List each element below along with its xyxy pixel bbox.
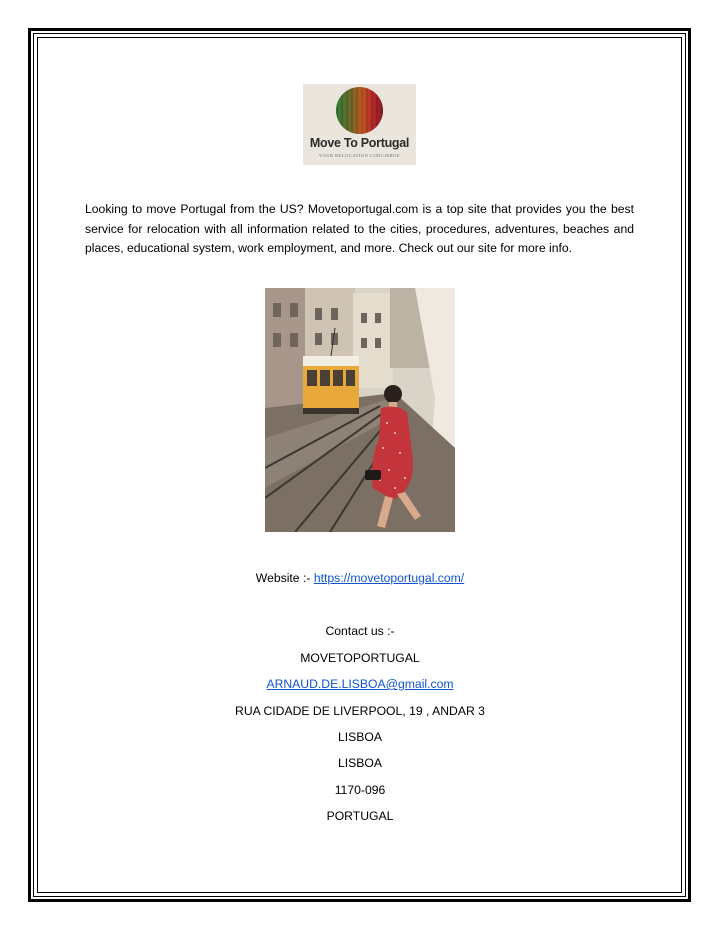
contact-city: LISBOA <box>337 730 383 744</box>
logo-ball-icon <box>336 87 383 134</box>
contact-country: PORTUGAL <box>326 809 394 823</box>
contact-company: MOVETOPORTUGAL <box>300 651 420 665</box>
lisbon-tram-street-photo <box>265 288 455 532</box>
contact-email-link[interactable]: ARNAUD.DE.LISBOA@gmail.com <box>266 677 454 691</box>
intro-paragraph: Looking to move Portugal from the US? Movetoportugal.com is a top site that provides you the best service for relocation with all information related to the cities, procedures, adventures, beaches and places, educational system, work employment, and more. Check out our site for more info. <box>85 202 634 255</box>
website-line <box>0 570 720 586</box>
move-to-portugal-logo <box>303 84 416 165</box>
website-label: Website :- <box>255 571 314 585</box>
website-link[interactable]: https://movetoportugal.com/ <box>313 571 465 585</box>
contact-street: RUA CIDADE DE LIVERPOOL, 19 , ANDAR 3 <box>235 704 485 718</box>
contact-postal: 1170-096 <box>334 783 386 797</box>
photo-illustration <box>265 288 455 532</box>
contact-heading: Contact us :- <box>325 624 395 638</box>
logo-brand-text: Move To Portugal <box>309 136 410 150</box>
logo-tagline: YOUR RELOCATION CONCIERGE <box>318 153 401 158</box>
contact-region: LISBOA <box>337 756 383 770</box>
contact-email-line <box>0 676 720 692</box>
